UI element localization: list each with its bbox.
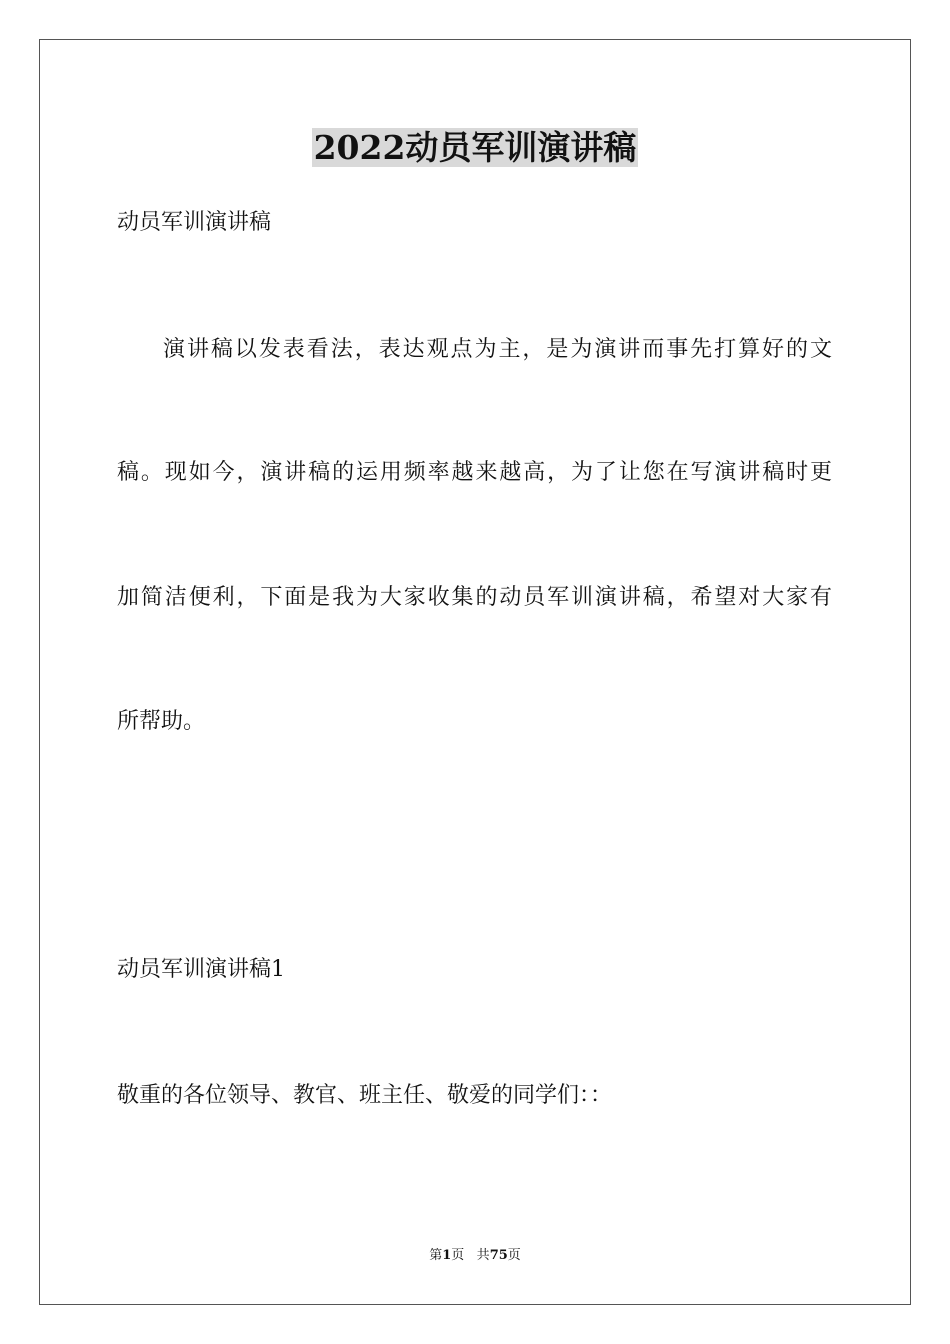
intro-line-1: 演讲稿以发表看法，表达观点为主，是为演讲而事先打算好的文 bbox=[163, 337, 833, 362]
intro-line-3: 加简洁便利，下面是我为大家收集的动员军训演讲稿，希望对大家有 bbox=[117, 585, 833, 610]
page-suffix: 页 bbox=[451, 1248, 465, 1263]
page-prefix: 第 bbox=[429, 1248, 443, 1263]
salutation: 敬重的各位领导、教官、班主任、敬爱的同学们：： bbox=[117, 1083, 613, 1108]
document-subtitle: 动员军训演讲稿 bbox=[117, 210, 272, 235]
intro-line-2: 稿。现如今，演讲稿的运用频率越来越高，为了让您在写演讲稿时更 bbox=[117, 460, 833, 485]
total-suffix: 页 bbox=[507, 1248, 521, 1263]
intro-line-4: 所帮助。 bbox=[117, 709, 206, 734]
section-heading: 动员军训演讲稿1 bbox=[117, 957, 285, 982]
total-prefix: 共 bbox=[476, 1248, 490, 1263]
document-title-text: 2022动员军训演讲稿 bbox=[313, 128, 637, 167]
page-number: 1 bbox=[442, 1248, 452, 1263]
total-pages: 75 bbox=[489, 1248, 508, 1263]
page-footer bbox=[0, 1247, 950, 1265]
document-title bbox=[0, 128, 950, 168]
